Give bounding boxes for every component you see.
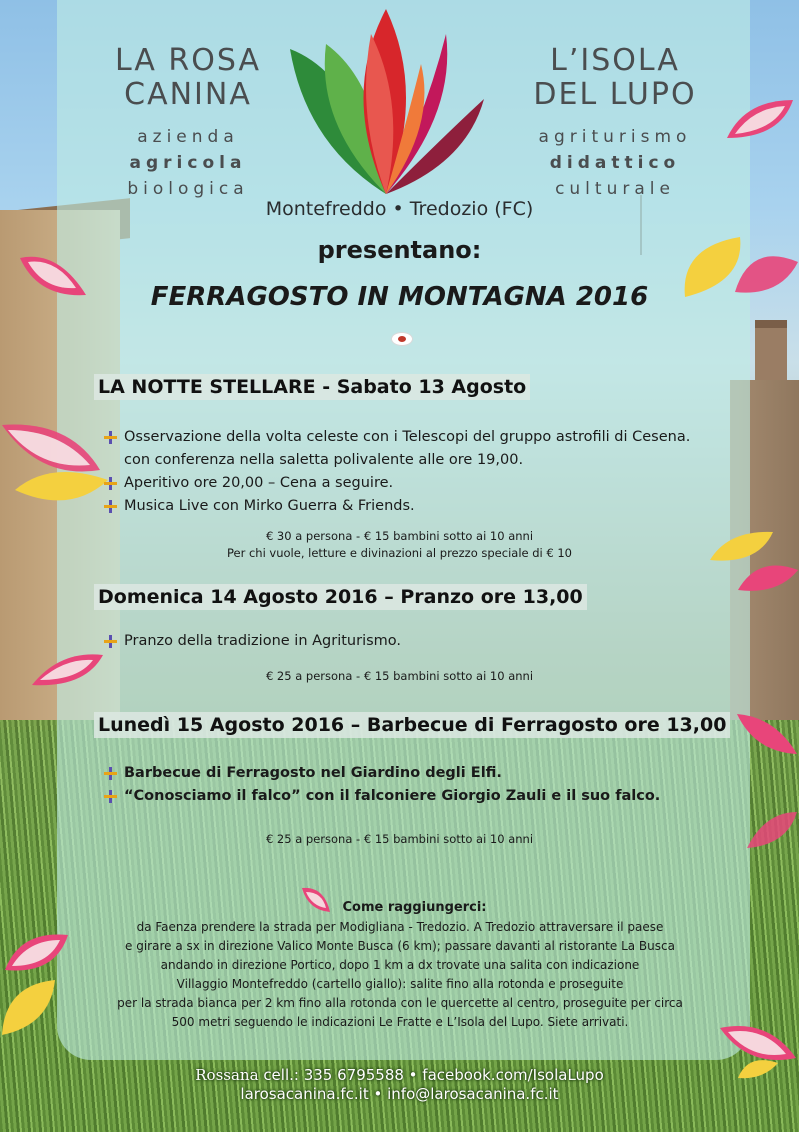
bullet-cross-icon xyxy=(104,790,117,803)
petal-pink-top-right xyxy=(725,98,795,148)
list-item xyxy=(104,495,744,518)
brand-right-sub3: culturale xyxy=(555,179,675,199)
list-item-text: Osservazione della volta celeste con i Telescopi del gruppo astrofili di Cesena. xyxy=(124,429,691,445)
contact-footer xyxy=(0,1066,799,1104)
presentano-text: presentano: xyxy=(317,236,482,264)
section-title-domenica: Domenica 14 Agosto 2016 – Pranzo ore 13,00 xyxy=(94,584,587,610)
list-item xyxy=(104,472,744,495)
section-title-notte-stellare: LA NOTTE STELLARE - Sabato 13 Agosto xyxy=(94,374,530,400)
location-text: Montefreddo • Tredozio (FC) xyxy=(265,198,534,220)
list-item-text: “Conosciamo il falco” con il falconiere Giorgio Zauli e il suo falco. xyxy=(124,788,661,804)
bullet-cross-icon xyxy=(104,477,117,490)
brand-left-sub2: agricola xyxy=(129,153,247,173)
list-item xyxy=(104,762,744,785)
directions-line: e girare a sx in direzione Valico Monte Busca (6 km); passare davanti al ristorante La Busca xyxy=(125,939,675,953)
price-divinazioni: Per chi vuole, letture e divinazioni al prezzo speciale di € 10 xyxy=(226,546,573,560)
brand-right-sub2: didattico xyxy=(549,153,681,173)
section-1-list xyxy=(104,426,744,518)
contact-name: Rossana xyxy=(195,1066,259,1084)
petal-pink-yellow-left-bottom xyxy=(0,930,70,1040)
directions-line: da Faenza prendere la strada per Modigliana - Tredozio. A Tredozio attraversare il paese xyxy=(136,920,664,934)
brand-left-line1: LA ROSA xyxy=(114,43,262,78)
brand-la-rosa-canina xyxy=(78,44,298,200)
flower-logo xyxy=(286,4,486,200)
brand-right-line1: L’ISOLA xyxy=(550,43,680,78)
directions-line: per la strada bianca per 2 km fino alla rotonda con le quercette al centro, proseguite per circa xyxy=(117,996,683,1010)
contact-phone-facebook[interactable]: cell.: 335 6795588 • facebook.com/IsolaLupo xyxy=(263,1066,604,1084)
directions-text xyxy=(70,918,730,1032)
list-item-text: con conferenza nella saletta polivalente alle ore 19,00. xyxy=(124,452,524,468)
list-item-text: Aperitivo ore 20,00 – Cena a seguire. xyxy=(124,475,394,491)
price-domenica: € 25 a persona - € 15 bambini sotto ai 10 anni xyxy=(265,669,534,683)
bullet-cross-icon xyxy=(104,767,117,780)
directions-line: 500 metri seguendo le indicazioni Le Fratte e L’Isola del Lupo. Siete arrivati. xyxy=(171,1015,629,1029)
bullet-cross-icon xyxy=(104,431,117,444)
bullet-cross-icon xyxy=(104,500,117,513)
contact-web-email[interactable]: larosacanina.fc.it • info@larosacanina.fc.it xyxy=(240,1085,559,1103)
divider-ornament-icon xyxy=(391,332,413,346)
list-item xyxy=(104,785,744,808)
bullet-cross-icon xyxy=(104,635,117,648)
event-title: FERRAGOSTO IN MONTAGNA 2016 xyxy=(150,282,649,312)
list-item-text: Musica Live con Mirko Guerra & Friends. xyxy=(124,498,415,514)
price-notte-stellare: € 30 a persona - € 15 bambini sotto ai 10 anni xyxy=(265,529,534,543)
list-item xyxy=(104,630,744,653)
list-item-text: Barbecue di Ferragosto nel Giardino degli Elfi. xyxy=(124,765,502,781)
brand-right-line2: DEL LUPO xyxy=(533,77,697,112)
brand-left-line2: CANINA xyxy=(124,77,252,112)
footer-line1 xyxy=(0,1066,799,1085)
brand-left-sub3: biologica xyxy=(127,179,249,199)
section-title-lunedi: Lunedì 15 Agosto 2016 – Barbecue di Ferragosto ore 13,00 xyxy=(94,712,730,738)
petal-pink-right-3 xyxy=(735,712,799,757)
directions-line: Villaggio Montefreddo (cartello giallo): salite fino alla rotonda e proseguite xyxy=(176,977,624,991)
brand-right-sub1: agriturismo xyxy=(538,127,692,147)
section-2-list xyxy=(104,630,744,653)
price-lunedi: € 25 a persona - € 15 bambini sotto ai 10 anni xyxy=(265,832,534,846)
directions-line: andando in direzione Portico, dopo 1 km a dx trovate una salita con indicazione xyxy=(160,958,640,972)
section-3-list xyxy=(104,762,744,808)
list-item-text: Pranzo della tradizione in Agriturismo. xyxy=(124,633,402,649)
directions-title: Come raggiungerci: xyxy=(342,900,487,915)
list-item xyxy=(104,449,744,472)
list-item xyxy=(104,426,744,449)
brand-left-sub1: azienda xyxy=(137,127,239,147)
petal-yellow-left-2 xyxy=(0,420,110,510)
brand-isola-del-lupo xyxy=(505,44,725,200)
